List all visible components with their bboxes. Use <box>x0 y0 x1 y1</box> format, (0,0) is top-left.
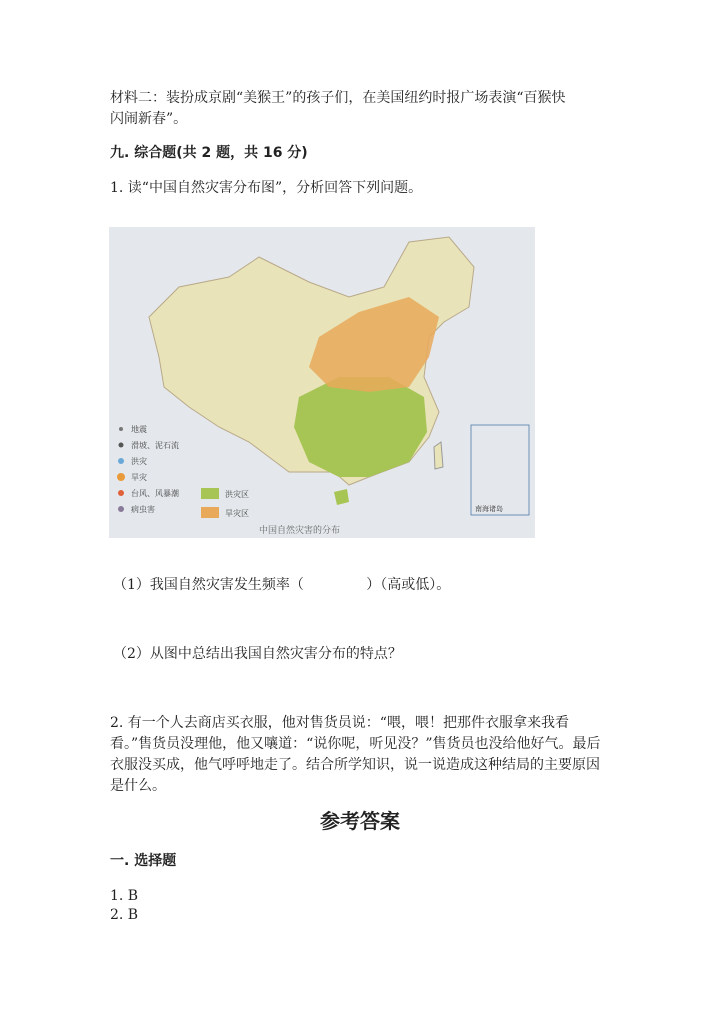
question-1-sub2: （2）从图中总结出我国自然灾害分布的特点？ <box>113 646 402 662</box>
legend-flood: 洪灾 <box>131 457 147 466</box>
legend-flood-area: 洪灾区 <box>225 490 249 499</box>
material2-line1: 材料二：装扮成京剧“美猴王”的孩子们，在美国纽约时报广场表演“百猴快 <box>110 90 566 106</box>
answers-section-1: 一. 选择题 <box>110 853 177 869</box>
legend-pest: 病虫害 <box>131 505 155 514</box>
map-caption: 中国自然灾害的分布 <box>259 526 341 536</box>
answer-item: 1. B <box>110 888 139 904</box>
china-disaster-map <box>109 227 535 538</box>
question-1-sub1: （1）我国自然灾害发生频率（ ）（高或低）。 <box>113 577 451 593</box>
inset-label: 南海诸岛 <box>475 505 503 513</box>
answers-title: 参考答案 <box>320 809 400 833</box>
material2-line2: 闪闹新春”。 <box>110 111 188 127</box>
question-2-text: 2. 有一个人去商店买衣服，他对售货员说：“喂，喂！把那件衣服拿来我看看。”售货员没理他，他又嚷道：“说你呢，听见没？”售货员也没给他好气。最后衣服没买成，他气呼呼地走了。结合所学知识，说一说造成这种结局的主要原因是什么。 <box>110 715 601 794</box>
section-heading: 九. 综合题(共 2 题，共 16 分) <box>110 145 308 161</box>
legend-landslide: 滑坡、泥石流 <box>131 441 179 450</box>
legend-earthquake: 地震 <box>131 425 147 434</box>
legend-drought: 旱灾 <box>131 473 147 482</box>
legend-typhoon: 台风、风暴潮 <box>131 489 179 498</box>
flood-area <box>294 377 427 477</box>
taiwan <box>434 442 443 469</box>
answer-item: 2. B <box>110 907 139 923</box>
legend-drought-area: 旱灾区 <box>225 509 249 518</box>
question-1-prompt: 1. 读“中国自然灾害分布图”，分析回答下列问题。 <box>110 180 423 196</box>
